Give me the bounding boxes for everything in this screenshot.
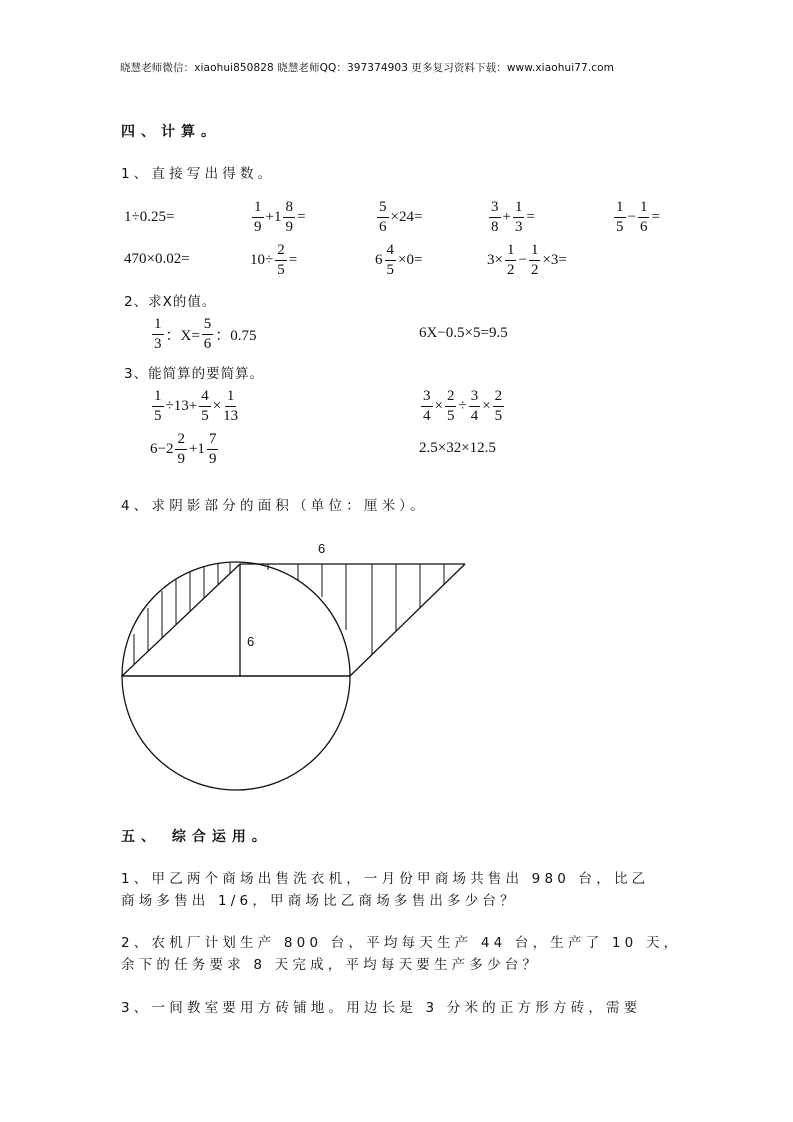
calc-2-3: 6 $\frac{4}{5}$ ×0= (375, 242, 423, 278)
calc-1-1: 1÷0.25= (124, 209, 175, 225)
height-label: 6 (247, 634, 255, 649)
simplify-1: $\frac{1}{5}$ ÷13+ $\frac{4}{5}$ × $\frac{1}{13}$ (154, 388, 239, 424)
calc-2-2: 10÷ $\frac{2}{5}$ = (250, 242, 298, 278)
q3-label: 3、能简算的要简算。 (124, 366, 265, 382)
problem-2-line-1: 2、农机厂计划生产 800 台，平均每天生产 44 台，生产了 10 天， (121, 935, 682, 951)
right-slant-line (350, 564, 465, 676)
q1-label: 1、直接写出得数。 (121, 166, 276, 182)
equation-2: 6X−0.5×5=9.5 (419, 325, 508, 341)
simplify-4: 2.5×32×12.5 (419, 440, 496, 456)
problem-3-line-1: 3、一间教室要用方砖铺地。用边长是 3 分米的正方形方砖，需要 (121, 1000, 642, 1016)
calc-2-4: 3× $\frac{1}{2}$ − $\frac{1}{2}$ ×3= (487, 242, 567, 278)
section-4-title: 四、计算。 (121, 124, 221, 140)
problem-1-line-1: 1、甲乙两个商场出售洗衣机，一月份甲商场共售出 980 台，比乙 (121, 871, 650, 887)
problem-2-line-2: 余下的任务要求 8 天完成，平均每天要生产多少台？ (121, 957, 541, 973)
calc-1-2: $\frac{1}{9}$ +1 $\frac{8}{9}$ = (254, 199, 306, 235)
calc-1-4: $\frac{3}{8}$ + $\frac{1}{3}$ = (491, 199, 535, 235)
simplify-3: 6−2 $\frac{2}{9}$ +1 $\frac{7}{9}$ (150, 431, 217, 467)
left-hatching (134, 563, 230, 665)
calc-1-5: $\frac{1}{5}$ − $\frac{1}{6}$ = (616, 199, 660, 235)
section-5-title: 五、 综合运用。 (121, 829, 272, 845)
simplify-2: $\frac{3}{4}$ × $\frac{2}{5}$ ÷ $\frac{3}{4}$ × $\frac{2}{5}$ (423, 388, 503, 424)
calc-1-3: $\frac{5}{6}$ ×24= (379, 199, 423, 235)
calc-2-1: 470×0.02= (124, 251, 190, 267)
q2-label: 2、求X的值。 (124, 294, 217, 310)
problem-1-line-2: 商场多售出 1/6，甲商场比乙商场多售出多少台？ (121, 893, 518, 909)
equation-1: $\frac{1}{3}$ ：X= $\frac{5}{6}$ ：0.75 (154, 316, 257, 352)
left-slant-line (122, 564, 240, 676)
page-header: 晓慧老师微信：xiaohui850828 晓慧老师QQ：397374903 更多复习资料下载：www.xiaohui77.com (120, 62, 615, 74)
shaded-area-figure (100, 530, 480, 800)
q4-label: 4、求阴影部分的面积（单位：厘米）。 (121, 498, 428, 514)
top-length-label: 6 (318, 541, 326, 556)
